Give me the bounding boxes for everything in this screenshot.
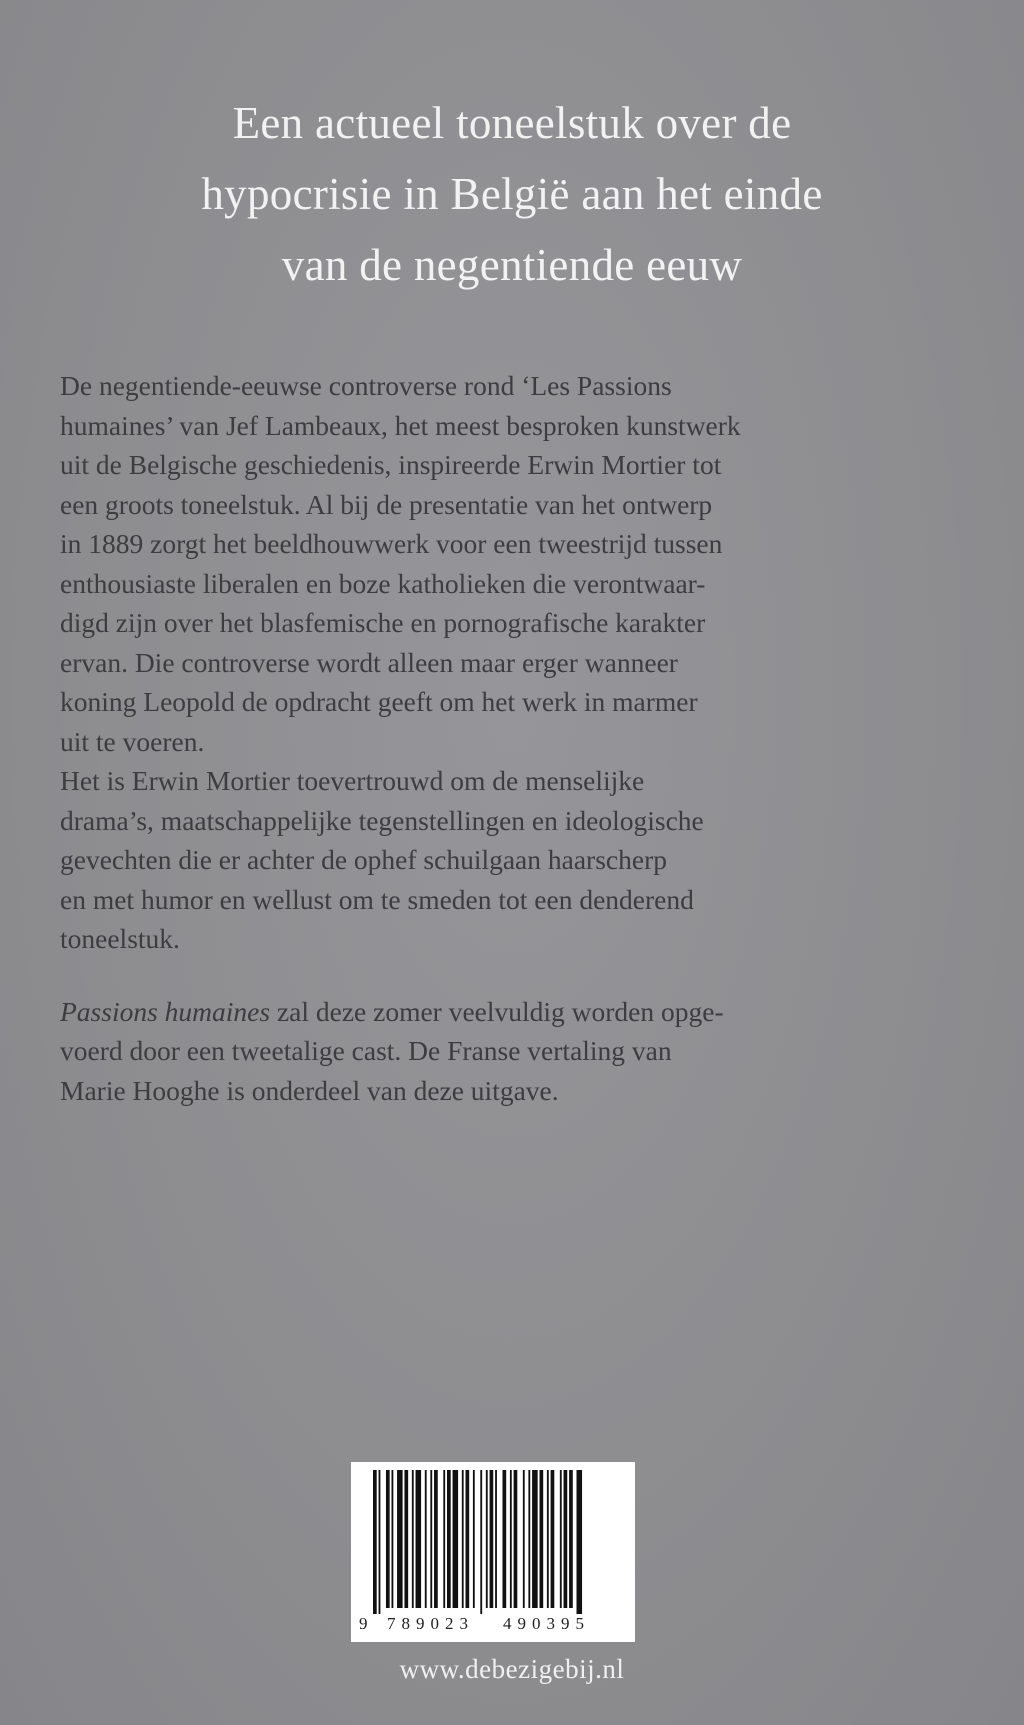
text-line: voerd door een tweetalige cast. De Franse vertaling van bbox=[60, 1035, 672, 1066]
text-line: in 1889 zorgt het beeldhouwwerk voor een tweestrijd tussen bbox=[60, 528, 723, 559]
barcode-bar bbox=[551, 1470, 555, 1608]
barcode-bar bbox=[503, 1470, 507, 1608]
barcode-bar bbox=[379, 1470, 381, 1614]
text-line: ervan. Die controverse wordt alleen maar erger wanneer bbox=[60, 646, 678, 678]
text-line: Marie Hooghe is onderdeel van deze uitgave. bbox=[60, 1074, 559, 1106]
text-line: uit te voeren. bbox=[60, 725, 205, 757]
barcode-bar bbox=[564, 1470, 568, 1608]
barcode-bar bbox=[528, 1470, 530, 1608]
text-line: drama’s, maatschappelijke tegenstellingen en ideologische bbox=[60, 804, 704, 836]
paragraph-2 bbox=[60, 761, 930, 959]
barcode-bar bbox=[495, 1470, 497, 1608]
barcode-bar bbox=[547, 1470, 549, 1608]
barcode-bar bbox=[569, 1470, 573, 1608]
barcode-bar bbox=[473, 1470, 475, 1608]
text-line: Het is Erwin Mortier toevertrouwd om de menselijke bbox=[60, 765, 645, 796]
tagline-line: van de negentiende eeuw bbox=[281, 240, 743, 290]
barcode-bar bbox=[373, 1470, 377, 1614]
tagline-line: hypocrisie in België aan het einde bbox=[201, 169, 823, 219]
text-line: humaines’ van Jef Lambeaux, het meest besproken kunstwerk bbox=[60, 409, 741, 441]
barcode-bar bbox=[434, 1470, 438, 1608]
text-line: uit de Belgische geschiedenis, inspireerde Erwin Mortier tot bbox=[60, 449, 722, 480]
text-line: De negentiende-eeuwse controverse rond ‘Les Passions bbox=[60, 370, 672, 401]
barcode-bar bbox=[560, 1470, 562, 1608]
barcode-bar bbox=[412, 1470, 414, 1608]
barcode-bar bbox=[480, 1470, 482, 1614]
barcode-bar bbox=[540, 1470, 544, 1608]
text-line: digd zijn over het blasfemische en pornografische karakter bbox=[60, 607, 706, 638]
blurb-text bbox=[60, 366, 930, 1110]
paragraph-gap bbox=[60, 959, 930, 992]
isbn-digits bbox=[351, 1614, 635, 1638]
isbn-digit-group: 490395 bbox=[503, 1614, 590, 1633]
isbn-digit-group: 789023 bbox=[387, 1614, 474, 1633]
barcode-bar bbox=[416, 1470, 422, 1608]
text-line: een groots toneelstuk. Al bij de presentatie van het ontwerp bbox=[60, 488, 713, 520]
barcode-bar bbox=[386, 1470, 390, 1608]
text-line: enthousiaste liberalen en boze katholieken die verontwaar- bbox=[60, 567, 706, 599]
barcode-bar bbox=[453, 1470, 459, 1608]
barcode-bar bbox=[523, 1470, 525, 1608]
tagline bbox=[0, 88, 1024, 301]
barcode-bar bbox=[510, 1470, 512, 1608]
paragraph-1 bbox=[60, 366, 930, 761]
barcode-bar bbox=[425, 1470, 427, 1608]
text-line: gevechten die er achter de ophef schuilgaan haarscherp bbox=[60, 844, 667, 875]
barcode-bar bbox=[447, 1470, 451, 1608]
barcode-bar bbox=[392, 1470, 394, 1608]
text-span: zal deze zomer veelvuldig worden opge- bbox=[270, 995, 724, 1027]
paragraph-3 bbox=[60, 992, 930, 1111]
tagline-line: Een actueel toneelstuk over de bbox=[232, 98, 792, 148]
barcode-bar bbox=[443, 1470, 445, 1608]
barcode-bar bbox=[490, 1470, 494, 1608]
barcode-bars bbox=[351, 1462, 635, 1614]
play-title: Passions humaines bbox=[60, 995, 271, 1027]
barcode-bar bbox=[466, 1470, 470, 1608]
text-line bbox=[60, 992, 930, 1032]
isbn-barcode bbox=[351, 1462, 635, 1642]
text-line: toneelstuk. bbox=[60, 923, 180, 954]
isbn-digit-group: 9 bbox=[359, 1614, 368, 1633]
barcode-bar bbox=[514, 1470, 518, 1608]
barcode-bar bbox=[404, 1470, 408, 1608]
barcode-bar bbox=[397, 1470, 403, 1608]
text-line: koning Leopold de opdracht geeft om het werk in marmer bbox=[60, 686, 698, 717]
barcode-bar bbox=[532, 1470, 538, 1608]
text-line: en met humor en wellust om te smeden tot een denderend bbox=[60, 883, 694, 915]
barcode-bar bbox=[430, 1470, 432, 1608]
barcode-bar bbox=[486, 1470, 488, 1608]
barcode-bar bbox=[462, 1470, 464, 1608]
barcode-bar bbox=[577, 1470, 583, 1614]
publisher-website: www.debezigebij.nl bbox=[399, 1654, 625, 1684]
